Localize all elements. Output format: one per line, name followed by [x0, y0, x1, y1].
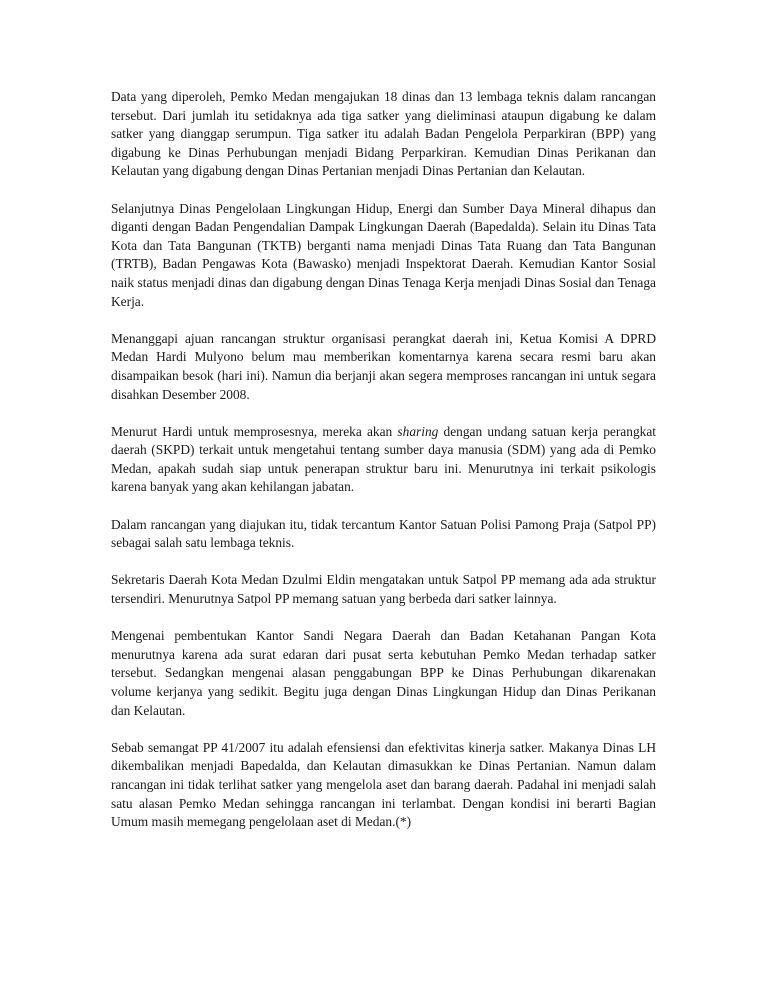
paragraph-4	[111, 423, 656, 497]
document-page	[111, 88, 656, 832]
paragraph-8: Sebab semangat PP 41/2007 itu adalah efensiensi dan efektivitas kinerja satker. Makanya Dinas LH dikembalikan menjadi Bapedalda, dan Kelautan dimasukkan ke Dinas Pertanian. Namun dalam rancangan ini tidak terlihat satker yang mengelola aset dan barang daerah. Padahal ini menjadi salah satu alasan Pemko Medan sehingga rancangan ini terlambat. Dengan kondisi ini berarti Bagian Umum masih memegang pengelolaan aset di Medan.(*)	[111, 739, 656, 830]
paragraph-4-italic-term: sharing	[397, 423, 439, 439]
paragraph-3: Menanggapi ajuan rancangan struktur organisasi perangkat daerah ini, Ketua Komisi A DPRD Medan Hardi Mulyono belum mau memberikan komentarnya karena secara resmi baru akan disampaikan besok (hari ini). Namun dia berjanji akan segera memproses rancangan ini untuk segara disahkan Desember 2008.	[111, 330, 656, 402]
paragraph-4-after: dengan undang satuan kerja perangkat daerah (SKPD) terkait untuk mengetahui tentang sumber daya manusia (SDM) yang ada di Pemko Medan, apakah sudah siap untuk penerapan struktur baru ini. Menurutnya ini terkait psikologis karena banyak yang akan kehilangan jabatan.	[111, 423, 657, 495]
paragraph-4-before: Menurut Hardi untuk memprosesnya, mereka akan	[111, 423, 398, 439]
paragraph-6: Sekretaris Daerah Kota Medan Dzulmi Eldin mengatakan untuk Satpol PP memang ada ada struktur tersendiri. Menurutnya Satpol PP memang satuan yang berbeda dari satker lainnya.	[111, 572, 656, 607]
paragraph-5: Dalam rancangan yang diajukan itu, tidak tercantum Kantor Satuan Polisi Pamong Praja (Satpol PP) sebagai salah satu lembaga teknis.	[111, 516, 656, 551]
paragraph-1: Data yang diperoleh, Pemko Medan mengajukan 18 dinas dan 13 lembaga teknis dalam rancangan tersebut. Dari jumlah itu setidaknya ada tiga satker yang dieliminasi ataupun digabung ke dalam satker yang dianggap serumpun. Tiga satker itu adalah Badan Pengelola Perparkiran (BPP) yang digabung ke Dinas Perhubungan menjadi Bidang Perparkiran. Kemudian Dinas Perikanan dan Kelautan yang digabung dengan Dinas Pertanian menjadi Dinas Pertanian dan Kelautan.	[111, 89, 656, 179]
paragraph-2: Selanjutnya Dinas Pengelolaan Lingkungan Hidup, Energi dan Sumber Daya Mineral dihapus dan diganti dengan Badan Pengendalian Dampak Lingkungan Daerah (Bapedalda). Selain itu Dinas Tata Kota dan Tata Bangunan (TKTB) berganti nama menjadi Dinas Tata Ruang dan Tata Bangunan (TRTB), Badan Pengawas Kota (Bawasko) menjadi Inspektorat Daerah. Kemudian Kantor Sosial naik status menjadi dinas dan digabung dengan Dinas Tenaga Kerja menjadi Dinas Sosial dan Tenaga Kerja.	[111, 200, 656, 309]
paragraph-7: Mengenai pembentukan Kantor Sandi Negara Daerah dan Badan Ketahanan Pangan Kota menurutnya karena ada surat edaran dari pusat serta kebutuhan Pemko Medan terhadap satker tersebut. Sedangkan mengenai alasan penggabungan BPP ke Dinas Perhubungan dikarenakan volume kerjanya yang sedikit. Begitu juga dengan Dinas Lingkungan Hidup dan Dinas Perikanan dan Kelautan.	[111, 628, 656, 718]
